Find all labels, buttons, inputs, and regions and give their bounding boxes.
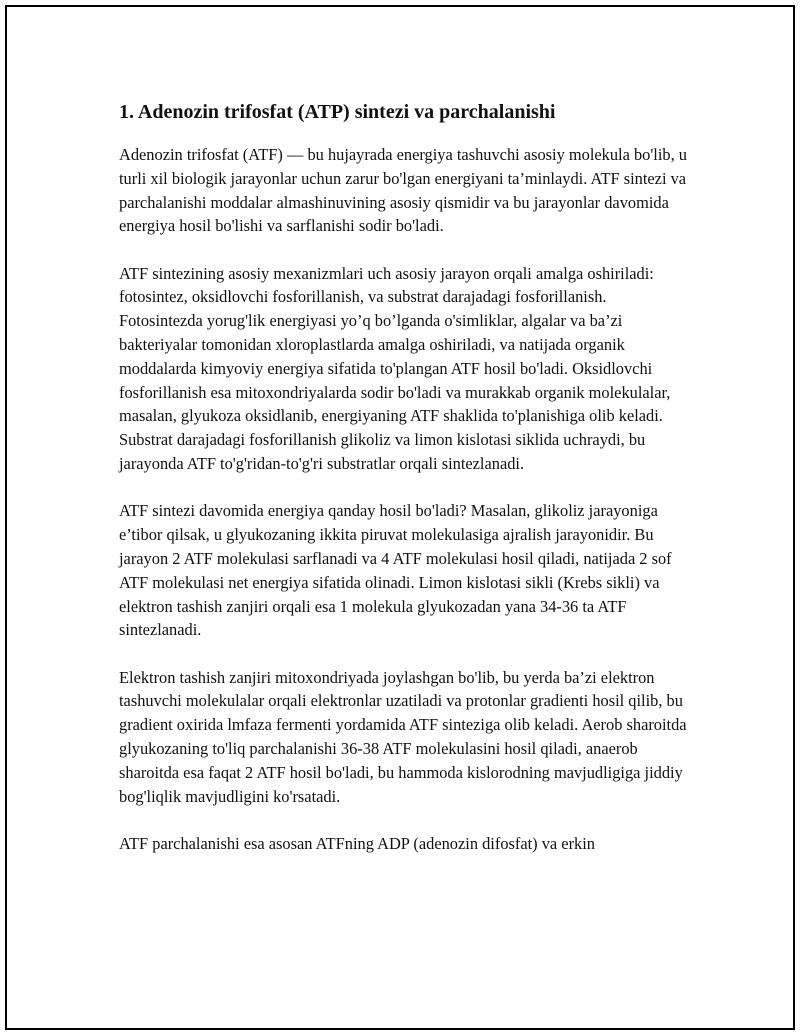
document-page [5,5,795,1030]
paragraph-electron-transport: Elektron tashish zanjiri mitoxondriyada joylashgan bo'lib, bu yerda ba’zi elektron tashuvchi molekulalar orqali elektronlar uzatiladi va protonlar gradienti hosil qilib, bu gradient oxirida lmfaza fermenti yordamida ATF sinteziga olib keladi. Aerob sharoitda glyukozaning to'liq parchalanishi 36-38 ATF molekulasini hosil qiladi, anaerob sharoitda esa faqat 2 ATF hosil bo'ladi, bu hammoda kislorodning mavjudligiga jiddiy bog'liqlik mavjudligini ko'rsatadi. [119,667,687,806]
section-heading: 1. Adenozin trifosfat (ATP) sintezi va parchalanishi [119,101,556,123]
paragraph-intro: Adenozin trifosfat (ATF) — bu hujayrada energiya tashuvchi asosiy molekula bo'lib, u turli xil biologik jarayonlar uchun zarur bo'lgan energiyani ta’minlaydi. ATF sintezi va parchalanishi moddalar almashinuvining asosiy qismidir va bu jarayonlar davomida energiya hosil bo'lishi va sarflanishi sodir bo'ladi. [119,145,687,236]
paragraph-synthesis-mechanisms: ATF sintezining asosiy mexanizmlari uch asosiy jarayon orqali amalga oshiriladi: fotosintez, oksidlovchi fosforillanish, va substrat darajadagi fosforillanish. Fotosintezda yorug'lik energiyasi yo’q bo’lganda o'simliklar, algalar va ba’zi bakteriyalar tomonidan xloroplastlarda amalga oshiriladi, va natijada organik moddalarda kimyoviy energiya sifatida to'plangan ATF hosil bo'ladi. Oksidlovchi fosforillanish esa mitoxondriyalarda sodir bo'ladi va murakkab organik molekulalar, masalan, glyukoza oksidlanib, energiyaning ATF shaklida to'planishiga olib keladi. Substrat darajadagi fosforillanish glikoliz va limon kislotasi siklida uchraydi, bu jarayonda ATF to'g'ridan-to'g'ri substratlar orqali sintezlanadi. [119,263,671,474]
document-body [119,95,694,879]
paragraph-atp-breakdown: ATF parchalanishi esa asosan ATFning ADP (adenozin difosfat) va erkin [119,833,595,853]
paragraph-glycolysis: ATF sintezi davomida energiya qanday hosil bo'ladi? Masalan, glikoliz jarayoniga e’tibor qilsak, u glyukozaning ikkita piruvat molekulasiga ajralish jarayonidir. Bu jarayon 2 ATF molekulasi sarflanadi va 4 ATF molekulasi hosil qiladi, natijada 2 sof ATF molekulasi net energiya sifatida olinadi. Limon kislotasi sikli (Krebs sikli) va elektron tashish zanjiri orqali esa 1 molekula glyukozadan yana 34-36 ta ATF sintezlanadi. [119,501,672,640]
